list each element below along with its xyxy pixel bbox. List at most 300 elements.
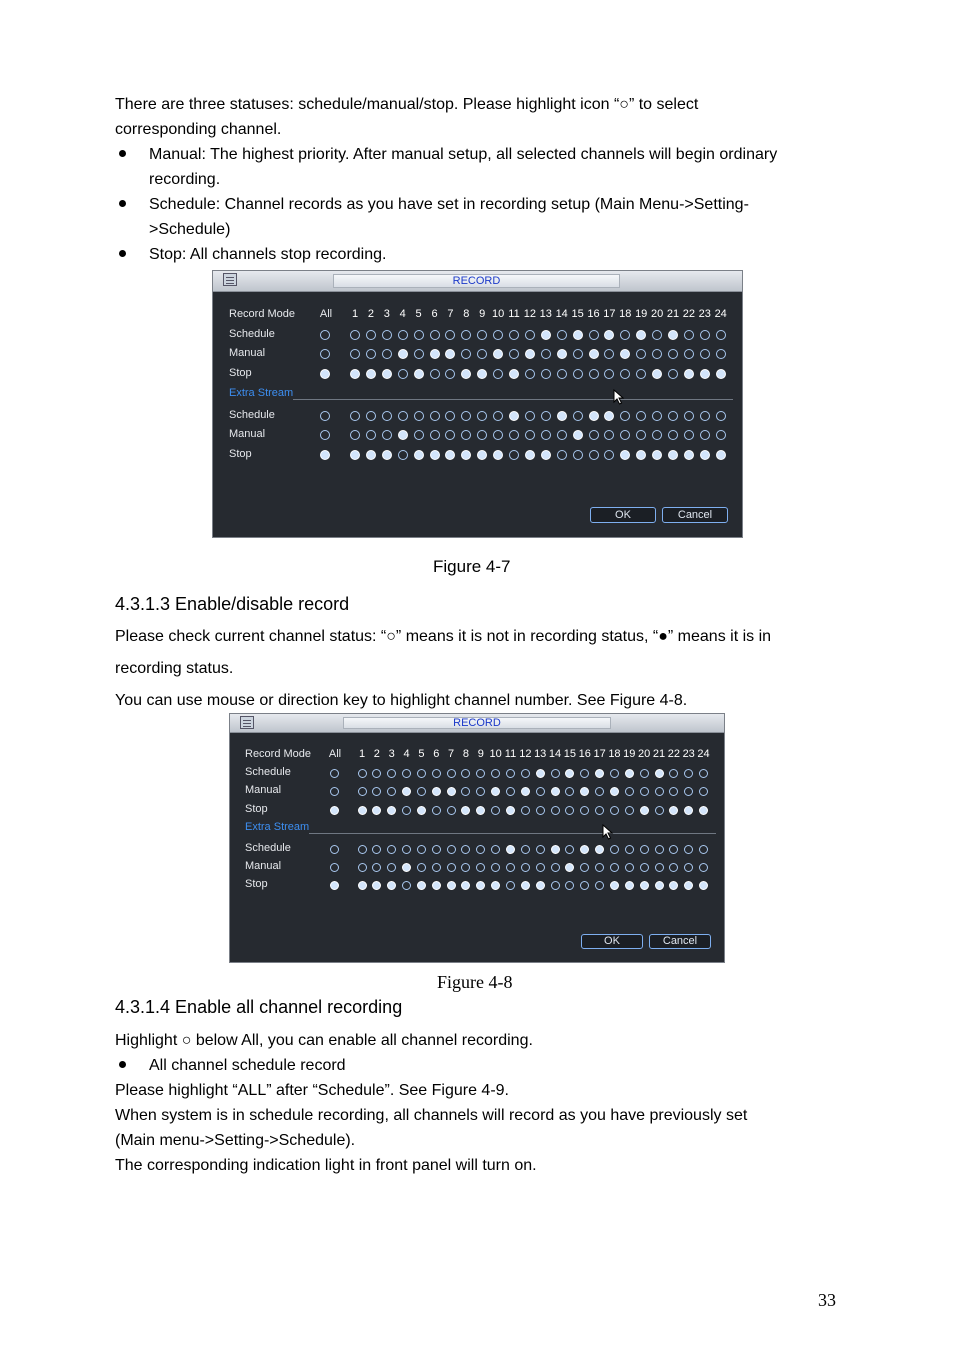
extra-manual-channel-23-radio[interactable] xyxy=(684,863,693,872)
main-stop-channel-24-radio[interactable] xyxy=(716,369,726,379)
main-manual-channel-23-radio[interactable] xyxy=(684,787,693,796)
extra-stop-channel-21-radio[interactable] xyxy=(668,450,678,460)
main-schedule-channel-2-radio[interactable] xyxy=(372,769,381,778)
main-schedule-channel-22-radio[interactable] xyxy=(669,769,678,778)
extra-schedule-channel-7-radio[interactable] xyxy=(447,845,456,854)
extra-manual-channel-2-radio[interactable] xyxy=(366,430,376,440)
extra-manual-channel-5-radio[interactable] xyxy=(414,430,424,440)
extra-manual-channel-7-radio[interactable] xyxy=(447,863,456,872)
extra-manual-channel-15-radio[interactable] xyxy=(565,863,574,872)
main-stop-channel-8-radio[interactable] xyxy=(461,806,470,815)
main-schedule-channel-12-radio[interactable] xyxy=(525,330,535,340)
main-manual-channel-1-radio[interactable] xyxy=(358,787,367,796)
main-schedule-channel-14-radio[interactable] xyxy=(551,769,560,778)
extra-manual-channel-16-radio[interactable] xyxy=(589,430,599,440)
extra-schedule-channel-22-radio[interactable] xyxy=(684,411,694,421)
main-schedule-channel-18-radio[interactable] xyxy=(610,769,619,778)
main-stop-channel-23-radio[interactable] xyxy=(684,806,693,815)
main-manual-channel-3-radio[interactable] xyxy=(382,349,392,359)
extra-stop-channel-17-radio[interactable] xyxy=(595,881,604,890)
extra-schedule-channel-6-radio[interactable] xyxy=(432,845,441,854)
main-schedule-channel-5-radio[interactable] xyxy=(417,769,426,778)
main-schedule-channel-24-radio[interactable] xyxy=(699,769,708,778)
main-manual-channel-12-radio[interactable] xyxy=(521,787,530,796)
extra-manual-channel-3-radio[interactable] xyxy=(387,863,396,872)
main-stop-channel-18-radio[interactable] xyxy=(620,369,630,379)
main-manual-channel-5-radio[interactable] xyxy=(414,349,424,359)
extra-stop-channel-22-radio[interactable] xyxy=(684,450,694,460)
main-manual-channel-9-radio[interactable] xyxy=(476,787,485,796)
main-stop-channel-8-radio[interactable] xyxy=(461,369,471,379)
main-manual-channel-16-radio[interactable] xyxy=(580,787,589,796)
extra-schedule-channel-16-radio[interactable] xyxy=(580,845,589,854)
main-schedule-channel-20-radio[interactable] xyxy=(640,769,649,778)
main-manual-channel-17-radio[interactable] xyxy=(604,349,614,359)
main-manual-channel-7-radio[interactable] xyxy=(447,787,456,796)
extra-schedule-channel-3-radio[interactable] xyxy=(387,845,396,854)
main-schedule-channel-21-radio[interactable] xyxy=(655,769,664,778)
main-manual-channel-10-radio[interactable] xyxy=(493,349,503,359)
main-schedule-channel-23-radio[interactable] xyxy=(700,330,710,340)
main-schedule-channel-16-radio[interactable] xyxy=(580,769,589,778)
main-schedule-channel-9-radio[interactable] xyxy=(477,330,487,340)
main-schedule-channel-22-radio[interactable] xyxy=(684,330,694,340)
main-manual-channel-1-radio[interactable] xyxy=(350,349,360,359)
main-schedule-channel-17-radio[interactable] xyxy=(604,330,614,340)
extra-stop-channel-13-radio[interactable] xyxy=(536,881,545,890)
extra-manual-channel-18-radio[interactable] xyxy=(610,863,619,872)
main-stop-channel-22-radio[interactable] xyxy=(684,369,694,379)
main-manual-channel-11-radio[interactable] xyxy=(509,349,519,359)
main-stop-channel-13-radio[interactable] xyxy=(541,369,551,379)
extra-stop-all-radio[interactable] xyxy=(320,450,330,460)
extra-schedule-channel-14-radio[interactable] xyxy=(557,411,567,421)
main-stop-channel-5-radio[interactable] xyxy=(414,369,424,379)
extra-manual-channel-23-radio[interactable] xyxy=(700,430,710,440)
extra-schedule-channel-16-radio[interactable] xyxy=(589,411,599,421)
extra-schedule-channel-13-radio[interactable] xyxy=(536,845,545,854)
extra-schedule-channel-9-radio[interactable] xyxy=(476,845,485,854)
main-stop-channel-3-radio[interactable] xyxy=(387,806,396,815)
extra-stop-channel-18-radio[interactable] xyxy=(620,450,630,460)
extra-manual-channel-4-radio[interactable] xyxy=(398,430,408,440)
extra-schedule-channel-10-radio[interactable] xyxy=(493,411,503,421)
extra-manual-channel-20-radio[interactable] xyxy=(652,430,662,440)
extra-stop-channel-16-radio[interactable] xyxy=(589,450,599,460)
main-schedule-channel-15-radio[interactable] xyxy=(565,769,574,778)
main-manual-channel-15-radio[interactable] xyxy=(565,787,574,796)
extra-stop-channel-8-radio[interactable] xyxy=(461,450,471,460)
main-manual-channel-22-radio[interactable] xyxy=(669,787,678,796)
extra-schedule-channel-7-radio[interactable] xyxy=(445,411,455,421)
extra-schedule-channel-12-radio[interactable] xyxy=(521,845,530,854)
extra-manual-channel-24-radio[interactable] xyxy=(716,430,726,440)
main-schedule-channel-7-radio[interactable] xyxy=(447,769,456,778)
main-stop-channel-17-radio[interactable] xyxy=(595,806,604,815)
main-stop-channel-2-radio[interactable] xyxy=(366,369,376,379)
main-manual-channel-21-radio[interactable] xyxy=(668,349,678,359)
main-schedule-channel-5-radio[interactable] xyxy=(414,330,424,340)
extra-stop-channel-15-radio[interactable] xyxy=(565,881,574,890)
main-stop-channel-3-radio[interactable] xyxy=(382,369,392,379)
extra-schedule-channel-18-radio[interactable] xyxy=(620,411,630,421)
main-manual-channel-23-radio[interactable] xyxy=(700,349,710,359)
extra-manual-channel-22-radio[interactable] xyxy=(684,430,694,440)
main-schedule-channel-11-radio[interactable] xyxy=(506,769,515,778)
extra-manual-channel-16-radio[interactable] xyxy=(580,863,589,872)
extra-stop-channel-7-radio[interactable] xyxy=(447,881,456,890)
extra-schedule-channel-11-radio[interactable] xyxy=(506,845,515,854)
extra-schedule-channel-23-radio[interactable] xyxy=(700,411,710,421)
main-manual-channel-6-radio[interactable] xyxy=(430,349,440,359)
extra-schedule-all-radio[interactable] xyxy=(330,845,339,854)
extra-stop-channel-22-radio[interactable] xyxy=(669,881,678,890)
extra-schedule-channel-19-radio[interactable] xyxy=(636,411,646,421)
main-manual-channel-18-radio[interactable] xyxy=(620,349,630,359)
extra-schedule-channel-9-radio[interactable] xyxy=(477,411,487,421)
extra-stop-channel-4-radio[interactable] xyxy=(402,881,411,890)
extra-schedule-channel-6-radio[interactable] xyxy=(430,411,440,421)
extra-manual-channel-17-radio[interactable] xyxy=(604,430,614,440)
extra-stop-channel-16-radio[interactable] xyxy=(580,881,589,890)
extra-stop-channel-4-radio[interactable] xyxy=(398,450,408,460)
main-stop-channel-7-radio[interactable] xyxy=(445,369,455,379)
main-manual-channel-8-radio[interactable] xyxy=(461,349,471,359)
main-stop-channel-6-radio[interactable] xyxy=(430,369,440,379)
main-stop-channel-14-radio[interactable] xyxy=(551,806,560,815)
main-stop-channel-11-radio[interactable] xyxy=(509,369,519,379)
main-schedule-channel-18-radio[interactable] xyxy=(620,330,630,340)
extra-manual-channel-8-radio[interactable] xyxy=(461,430,471,440)
main-stop-channel-19-radio[interactable] xyxy=(636,369,646,379)
main-manual-channel-8-radio[interactable] xyxy=(461,787,470,796)
main-schedule-channel-8-radio[interactable] xyxy=(461,769,470,778)
main-schedule-channel-6-radio[interactable] xyxy=(432,769,441,778)
main-schedule-all-radio[interactable] xyxy=(320,330,330,340)
extra-schedule-channel-2-radio[interactable] xyxy=(366,411,376,421)
main-schedule-channel-17-radio[interactable] xyxy=(595,769,604,778)
cancel-button[interactable]: Cancel xyxy=(662,507,728,523)
extra-schedule-channel-4-radio[interactable] xyxy=(398,411,408,421)
extra-stop-channel-10-radio[interactable] xyxy=(491,881,500,890)
extra-stop-channel-2-radio[interactable] xyxy=(366,450,376,460)
extra-stop-channel-7-radio[interactable] xyxy=(445,450,455,460)
main-manual-channel-15-radio[interactable] xyxy=(573,349,583,359)
extra-manual-channel-12-radio[interactable] xyxy=(521,863,530,872)
extra-stop-channel-13-radio[interactable] xyxy=(541,450,551,460)
extra-manual-channel-8-radio[interactable] xyxy=(461,863,470,872)
extra-schedule-channel-17-radio[interactable] xyxy=(604,411,614,421)
main-manual-channel-18-radio[interactable] xyxy=(610,787,619,796)
main-stop-channel-24-radio[interactable] xyxy=(699,806,708,815)
extra-manual-channel-14-radio[interactable] xyxy=(557,430,567,440)
extra-schedule-channel-24-radio[interactable] xyxy=(699,845,708,854)
extra-manual-channel-13-radio[interactable] xyxy=(541,430,551,440)
extra-manual-channel-19-radio[interactable] xyxy=(625,863,634,872)
extra-stop-channel-3-radio[interactable] xyxy=(387,881,396,890)
extra-stop-channel-19-radio[interactable] xyxy=(625,881,634,890)
extra-schedule-channel-22-radio[interactable] xyxy=(669,845,678,854)
extra-manual-channel-2-radio[interactable] xyxy=(372,863,381,872)
extra-schedule-channel-8-radio[interactable] xyxy=(461,845,470,854)
extra-manual-channel-15-radio[interactable] xyxy=(573,430,583,440)
main-stop-channel-15-radio[interactable] xyxy=(573,369,583,379)
main-schedule-channel-4-radio[interactable] xyxy=(402,769,411,778)
extra-schedule-channel-21-radio[interactable] xyxy=(668,411,678,421)
extra-schedule-channel-20-radio[interactable] xyxy=(640,845,649,854)
main-manual-channel-5-radio[interactable] xyxy=(417,787,426,796)
extra-stop-channel-1-radio[interactable] xyxy=(358,881,367,890)
extra-stop-channel-1-radio[interactable] xyxy=(350,450,360,460)
main-schedule-channel-10-radio[interactable] xyxy=(493,330,503,340)
main-schedule-channel-12-radio[interactable] xyxy=(521,769,530,778)
main-manual-channel-10-radio[interactable] xyxy=(491,787,500,796)
main-stop-channel-15-radio[interactable] xyxy=(565,806,574,815)
extra-stop-channel-11-radio[interactable] xyxy=(509,450,519,460)
main-schedule-channel-8-radio[interactable] xyxy=(461,330,471,340)
extra-manual-all-radio[interactable] xyxy=(330,863,339,872)
main-manual-channel-6-radio[interactable] xyxy=(432,787,441,796)
extra-stop-channel-21-radio[interactable] xyxy=(655,881,664,890)
extra-stop-channel-6-radio[interactable] xyxy=(432,881,441,890)
main-schedule-channel-21-radio[interactable] xyxy=(668,330,678,340)
extra-stop-channel-20-radio[interactable] xyxy=(652,450,662,460)
main-stop-channel-17-radio[interactable] xyxy=(604,369,614,379)
main-schedule-channel-3-radio[interactable] xyxy=(382,330,392,340)
main-stop-channel-11-radio[interactable] xyxy=(506,806,515,815)
main-schedule-all-radio[interactable] xyxy=(330,769,339,778)
main-schedule-channel-1-radio[interactable] xyxy=(358,769,367,778)
extra-schedule-channel-20-radio[interactable] xyxy=(652,411,662,421)
main-manual-channel-19-radio[interactable] xyxy=(636,349,646,359)
main-stop-channel-21-radio[interactable] xyxy=(655,806,664,815)
extra-manual-channel-10-radio[interactable] xyxy=(491,863,500,872)
main-manual-channel-14-radio[interactable] xyxy=(551,787,560,796)
main-stop-channel-10-radio[interactable] xyxy=(491,806,500,815)
extra-schedule-channel-18-radio[interactable] xyxy=(610,845,619,854)
extra-schedule-channel-8-radio[interactable] xyxy=(461,411,471,421)
extra-manual-channel-13-radio[interactable] xyxy=(536,863,545,872)
extra-manual-all-radio[interactable] xyxy=(320,430,330,440)
main-schedule-channel-19-radio[interactable] xyxy=(625,769,634,778)
main-stop-channel-12-radio[interactable] xyxy=(521,806,530,815)
main-manual-channel-22-radio[interactable] xyxy=(684,349,694,359)
main-manual-channel-2-radio[interactable] xyxy=(372,787,381,796)
extra-stop-channel-23-radio[interactable] xyxy=(684,881,693,890)
extra-schedule-channel-15-radio[interactable] xyxy=(573,411,583,421)
extra-manual-channel-18-radio[interactable] xyxy=(620,430,630,440)
extra-stop-channel-3-radio[interactable] xyxy=(382,450,392,460)
extra-stop-channel-11-radio[interactable] xyxy=(506,881,515,890)
main-schedule-channel-19-radio[interactable] xyxy=(636,330,646,340)
main-stop-channel-23-radio[interactable] xyxy=(700,369,710,379)
extra-stop-channel-24-radio[interactable] xyxy=(699,881,708,890)
extra-manual-channel-9-radio[interactable] xyxy=(476,863,485,872)
main-manual-channel-20-radio[interactable] xyxy=(640,787,649,796)
main-manual-channel-20-radio[interactable] xyxy=(652,349,662,359)
extra-manual-channel-21-radio[interactable] xyxy=(668,430,678,440)
main-schedule-channel-9-radio[interactable] xyxy=(476,769,485,778)
extra-schedule-channel-15-radio[interactable] xyxy=(565,845,574,854)
extra-stop-channel-9-radio[interactable] xyxy=(477,450,487,460)
extra-schedule-channel-12-radio[interactable] xyxy=(525,411,535,421)
main-manual-channel-11-radio[interactable] xyxy=(506,787,515,796)
main-stop-channel-6-radio[interactable] xyxy=(432,806,441,815)
main-stop-channel-5-radio[interactable] xyxy=(417,806,426,815)
main-schedule-channel-4-radio[interactable] xyxy=(398,330,408,340)
extra-stop-channel-23-radio[interactable] xyxy=(700,450,710,460)
extra-manual-channel-19-radio[interactable] xyxy=(636,430,646,440)
main-schedule-channel-13-radio[interactable] xyxy=(536,769,545,778)
extra-manual-channel-24-radio[interactable] xyxy=(699,863,708,872)
main-manual-channel-2-radio[interactable] xyxy=(366,349,376,359)
main-stop-channel-1-radio[interactable] xyxy=(350,369,360,379)
extra-stop-channel-6-radio[interactable] xyxy=(430,450,440,460)
main-manual-channel-14-radio[interactable] xyxy=(557,349,567,359)
main-stop-channel-20-radio[interactable] xyxy=(640,806,649,815)
extra-manual-channel-1-radio[interactable] xyxy=(350,430,360,440)
extra-schedule-channel-10-radio[interactable] xyxy=(491,845,500,854)
extra-stop-channel-2-radio[interactable] xyxy=(372,881,381,890)
main-manual-channel-21-radio[interactable] xyxy=(655,787,664,796)
main-manual-channel-7-radio[interactable] xyxy=(445,349,455,359)
extra-stop-channel-17-radio[interactable] xyxy=(604,450,614,460)
main-stop-all-radio[interactable] xyxy=(330,806,339,815)
extra-manual-channel-9-radio[interactable] xyxy=(477,430,487,440)
main-schedule-channel-15-radio[interactable] xyxy=(573,330,583,340)
main-schedule-channel-7-radio[interactable] xyxy=(445,330,455,340)
extra-manual-channel-6-radio[interactable] xyxy=(430,430,440,440)
extra-stop-channel-19-radio[interactable] xyxy=(636,450,646,460)
main-stop-channel-2-radio[interactable] xyxy=(372,806,381,815)
extra-stop-all-radio[interactable] xyxy=(330,881,339,890)
main-schedule-channel-6-radio[interactable] xyxy=(430,330,440,340)
extra-schedule-all-radio[interactable] xyxy=(320,411,330,421)
ok-button[interactable]: OK xyxy=(590,507,656,523)
extra-manual-channel-6-radio[interactable] xyxy=(432,863,441,872)
main-stop-channel-1-radio[interactable] xyxy=(358,806,367,815)
extra-stop-channel-12-radio[interactable] xyxy=(521,881,530,890)
main-stop-channel-16-radio[interactable] xyxy=(580,806,589,815)
extra-stop-channel-10-radio[interactable] xyxy=(493,450,503,460)
extra-schedule-channel-19-radio[interactable] xyxy=(625,845,634,854)
main-manual-channel-24-radio[interactable] xyxy=(699,787,708,796)
main-stop-channel-4-radio[interactable] xyxy=(398,369,408,379)
main-manual-channel-9-radio[interactable] xyxy=(477,349,487,359)
extra-manual-channel-17-radio[interactable] xyxy=(595,863,604,872)
main-manual-channel-4-radio[interactable] xyxy=(402,787,411,796)
main-schedule-channel-11-radio[interactable] xyxy=(509,330,519,340)
extra-schedule-channel-3-radio[interactable] xyxy=(382,411,392,421)
extra-schedule-channel-17-radio[interactable] xyxy=(595,845,604,854)
main-schedule-channel-3-radio[interactable] xyxy=(387,769,396,778)
extra-schedule-channel-14-radio[interactable] xyxy=(551,845,560,854)
main-manual-all-radio[interactable] xyxy=(320,349,330,359)
extra-schedule-channel-23-radio[interactable] xyxy=(684,845,693,854)
extra-manual-channel-11-radio[interactable] xyxy=(509,430,519,440)
extra-stop-channel-20-radio[interactable] xyxy=(640,881,649,890)
extra-schedule-channel-11-radio[interactable] xyxy=(509,411,519,421)
extra-manual-channel-21-radio[interactable] xyxy=(655,863,664,872)
main-manual-channel-12-radio[interactable] xyxy=(525,349,535,359)
main-manual-channel-17-radio[interactable] xyxy=(595,787,604,796)
main-schedule-channel-13-radio[interactable] xyxy=(541,330,551,340)
extra-manual-channel-14-radio[interactable] xyxy=(551,863,560,872)
main-stop-channel-9-radio[interactable] xyxy=(477,369,487,379)
main-stop-channel-22-radio[interactable] xyxy=(669,806,678,815)
main-schedule-channel-16-radio[interactable] xyxy=(589,330,599,340)
extra-manual-channel-10-radio[interactable] xyxy=(493,430,503,440)
main-manual-channel-3-radio[interactable] xyxy=(387,787,396,796)
main-schedule-channel-2-radio[interactable] xyxy=(366,330,376,340)
extra-manual-channel-22-radio[interactable] xyxy=(669,863,678,872)
extra-schedule-channel-1-radio[interactable] xyxy=(358,845,367,854)
extra-stop-channel-14-radio[interactable] xyxy=(557,450,567,460)
extra-schedule-channel-13-radio[interactable] xyxy=(541,411,551,421)
main-stop-channel-13-radio[interactable] xyxy=(536,806,545,815)
extra-schedule-channel-1-radio[interactable] xyxy=(350,411,360,421)
main-stop-channel-7-radio[interactable] xyxy=(447,806,456,815)
extra-schedule-channel-2-radio[interactable] xyxy=(372,845,381,854)
extra-schedule-channel-5-radio[interactable] xyxy=(414,411,424,421)
extra-stop-channel-24-radio[interactable] xyxy=(716,450,726,460)
extra-schedule-channel-21-radio[interactable] xyxy=(655,845,664,854)
main-schedule-channel-10-radio[interactable] xyxy=(491,769,500,778)
main-manual-channel-13-radio[interactable] xyxy=(541,349,551,359)
main-manual-channel-19-radio[interactable] xyxy=(625,787,634,796)
ok-button[interactable]: OK xyxy=(581,934,643,949)
extra-manual-channel-4-radio[interactable] xyxy=(402,863,411,872)
main-stop-channel-20-radio[interactable] xyxy=(652,369,662,379)
extra-manual-channel-20-radio[interactable] xyxy=(640,863,649,872)
extra-stop-channel-12-radio[interactable] xyxy=(525,450,535,460)
extra-stop-channel-15-radio[interactable] xyxy=(573,450,583,460)
main-stop-channel-12-radio[interactable] xyxy=(525,369,535,379)
extra-manual-channel-5-radio[interactable] xyxy=(417,863,426,872)
main-stop-all-radio[interactable] xyxy=(320,369,330,379)
extra-manual-channel-7-radio[interactable] xyxy=(445,430,455,440)
main-stop-channel-21-radio[interactable] xyxy=(668,369,678,379)
main-stop-channel-19-radio[interactable] xyxy=(625,806,634,815)
main-stop-channel-16-radio[interactable] xyxy=(589,369,599,379)
extra-stop-channel-9-radio[interactable] xyxy=(476,881,485,890)
extra-stop-channel-14-radio[interactable] xyxy=(551,881,560,890)
main-stop-channel-18-radio[interactable] xyxy=(610,806,619,815)
main-manual-channel-4-radio[interactable] xyxy=(398,349,408,359)
extra-schedule-channel-5-radio[interactable] xyxy=(417,845,426,854)
main-schedule-channel-14-radio[interactable] xyxy=(557,330,567,340)
extra-stop-channel-5-radio[interactable] xyxy=(417,881,426,890)
main-stop-channel-14-radio[interactable] xyxy=(557,369,567,379)
extra-manual-channel-1-radio[interactable] xyxy=(358,863,367,872)
main-manual-all-radio[interactable] xyxy=(330,787,339,796)
extra-manual-channel-12-radio[interactable] xyxy=(525,430,535,440)
extra-stop-channel-5-radio[interactable] xyxy=(414,450,424,460)
extra-stop-channel-18-radio[interactable] xyxy=(610,881,619,890)
main-stop-channel-4-radio[interactable] xyxy=(402,806,411,815)
main-stop-channel-9-radio[interactable] xyxy=(476,806,485,815)
extra-schedule-channel-4-radio[interactable] xyxy=(402,845,411,854)
main-manual-channel-16-radio[interactable] xyxy=(589,349,599,359)
cancel-button[interactable]: Cancel xyxy=(649,934,711,949)
extra-manual-channel-11-radio[interactable] xyxy=(506,863,515,872)
main-schedule-channel-20-radio[interactable] xyxy=(652,330,662,340)
extra-stop-channel-8-radio[interactable] xyxy=(461,881,470,890)
main-manual-channel-13-radio[interactable] xyxy=(536,787,545,796)
extra-manual-channel-3-radio[interactable] xyxy=(382,430,392,440)
main-manual-channel-24-radio[interactable] xyxy=(716,349,726,359)
main-schedule-channel-23-radio[interactable] xyxy=(684,769,693,778)
